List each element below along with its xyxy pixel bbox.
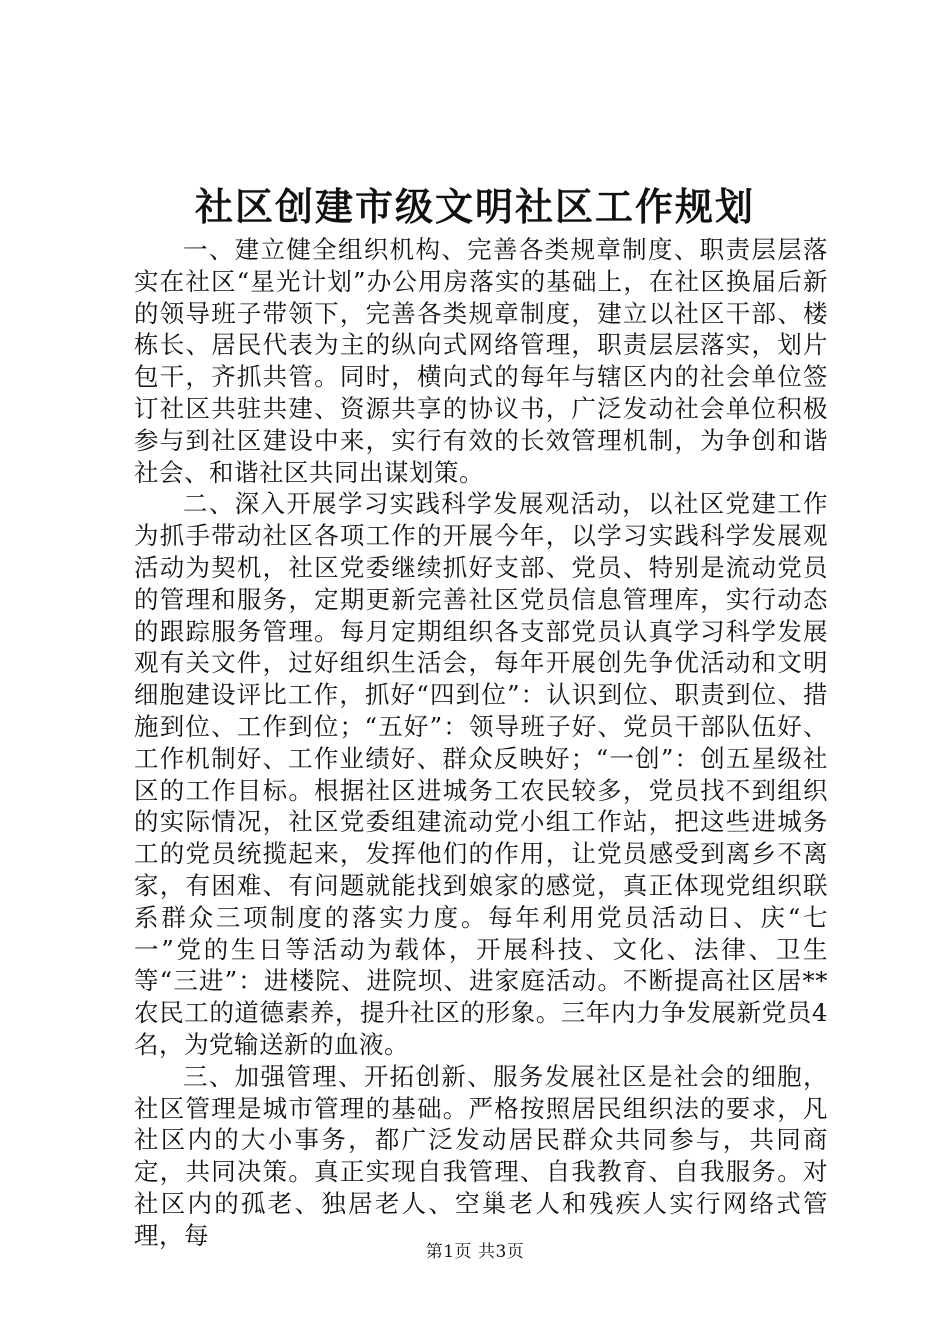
document-title: 社区创建市级文明社区工作规划 — [194, 184, 755, 229]
page-number: 第1页 共3页 — [425, 1242, 525, 1262]
page-footer — [0, 1240, 950, 1264]
paragraph-3: 三、加强管理、开拓创新、服务发展社区是社会的细胞，社区管理是城市管理的基础。严格按照居民组织法的要求，凡社区内的大小事务，都广泛发动居民群众共同参与，共同商定，共同决策。真正实现自我管理、自我教育、自我服务。对社区内的孤老、独居老人、空巢老人和残疾人实行网络式管理，每 — [134, 1061, 828, 1250]
document-body — [134, 234, 828, 1252]
paragraph-1: 一、建立健全组织机构、完善各类规章制度、职责层层落实在社区“星光计划”办公用房落实的基础上，在社区换届后新的领导班子带领下，完善各类规章制度，建立以社区干部、楼栋长、居民代表为主的纵向式网络管理，职责层层落实，划片包干，齐抓共管。同时，横向式的每年与辖区内的社会单位签订社区共驻共建、资源共享的协议书，广泛发动社会单位积极参与到社区建设中来，实行有效的长效管理机制，为争创和谐社会、和谐社区共同出谋划策。 — [134, 235, 828, 487]
paragraph-2: 二、深入开展学习实践科学发展观活动，以社区党建工作为抓手带动社区各项工作的开展今年，以学习实践科学发展观活动为契机，社区党委继续抓好支部、党员、特别是流动党员的管理和服务，定期更新完善社区党员信息管理库，实行动态的跟踪服务管理。每月定期组织各支部党员认真学习科学发展观有关文件，过好组织生活会，每年开展创先争优活动和文明细胞建设评比工作，抓好“四到位”：认识到位、职责到位、措施到位、工作到位；“五好”：领导班子好、党员干部队伍好、工作机制好、工作业绩好、群众反映好；“一创”：创五星级社区的工作目标。根据社区进城务工农民较多，党员找不到组织的实际情况，社区党委组建流动党小组工作站，把这些进城务工的党员统揽起来，发挥他们的作用，让党员感受到离乡不离家，有困难、有问题就能找到娘家的感觉，真正体现党组织联系群众三项制度的落实力度。每年利用党员活动日、庆“七一”党的生日等活动为载体，开展科技、文化、法律、卫生等“三进”：进楼院、进院坝、进家庭活动。不断提高社区居**农民工的道德素养，提升社区的形象。三年内力争发展新党员4名，为党输送新的血液。 — [134, 489, 828, 1059]
